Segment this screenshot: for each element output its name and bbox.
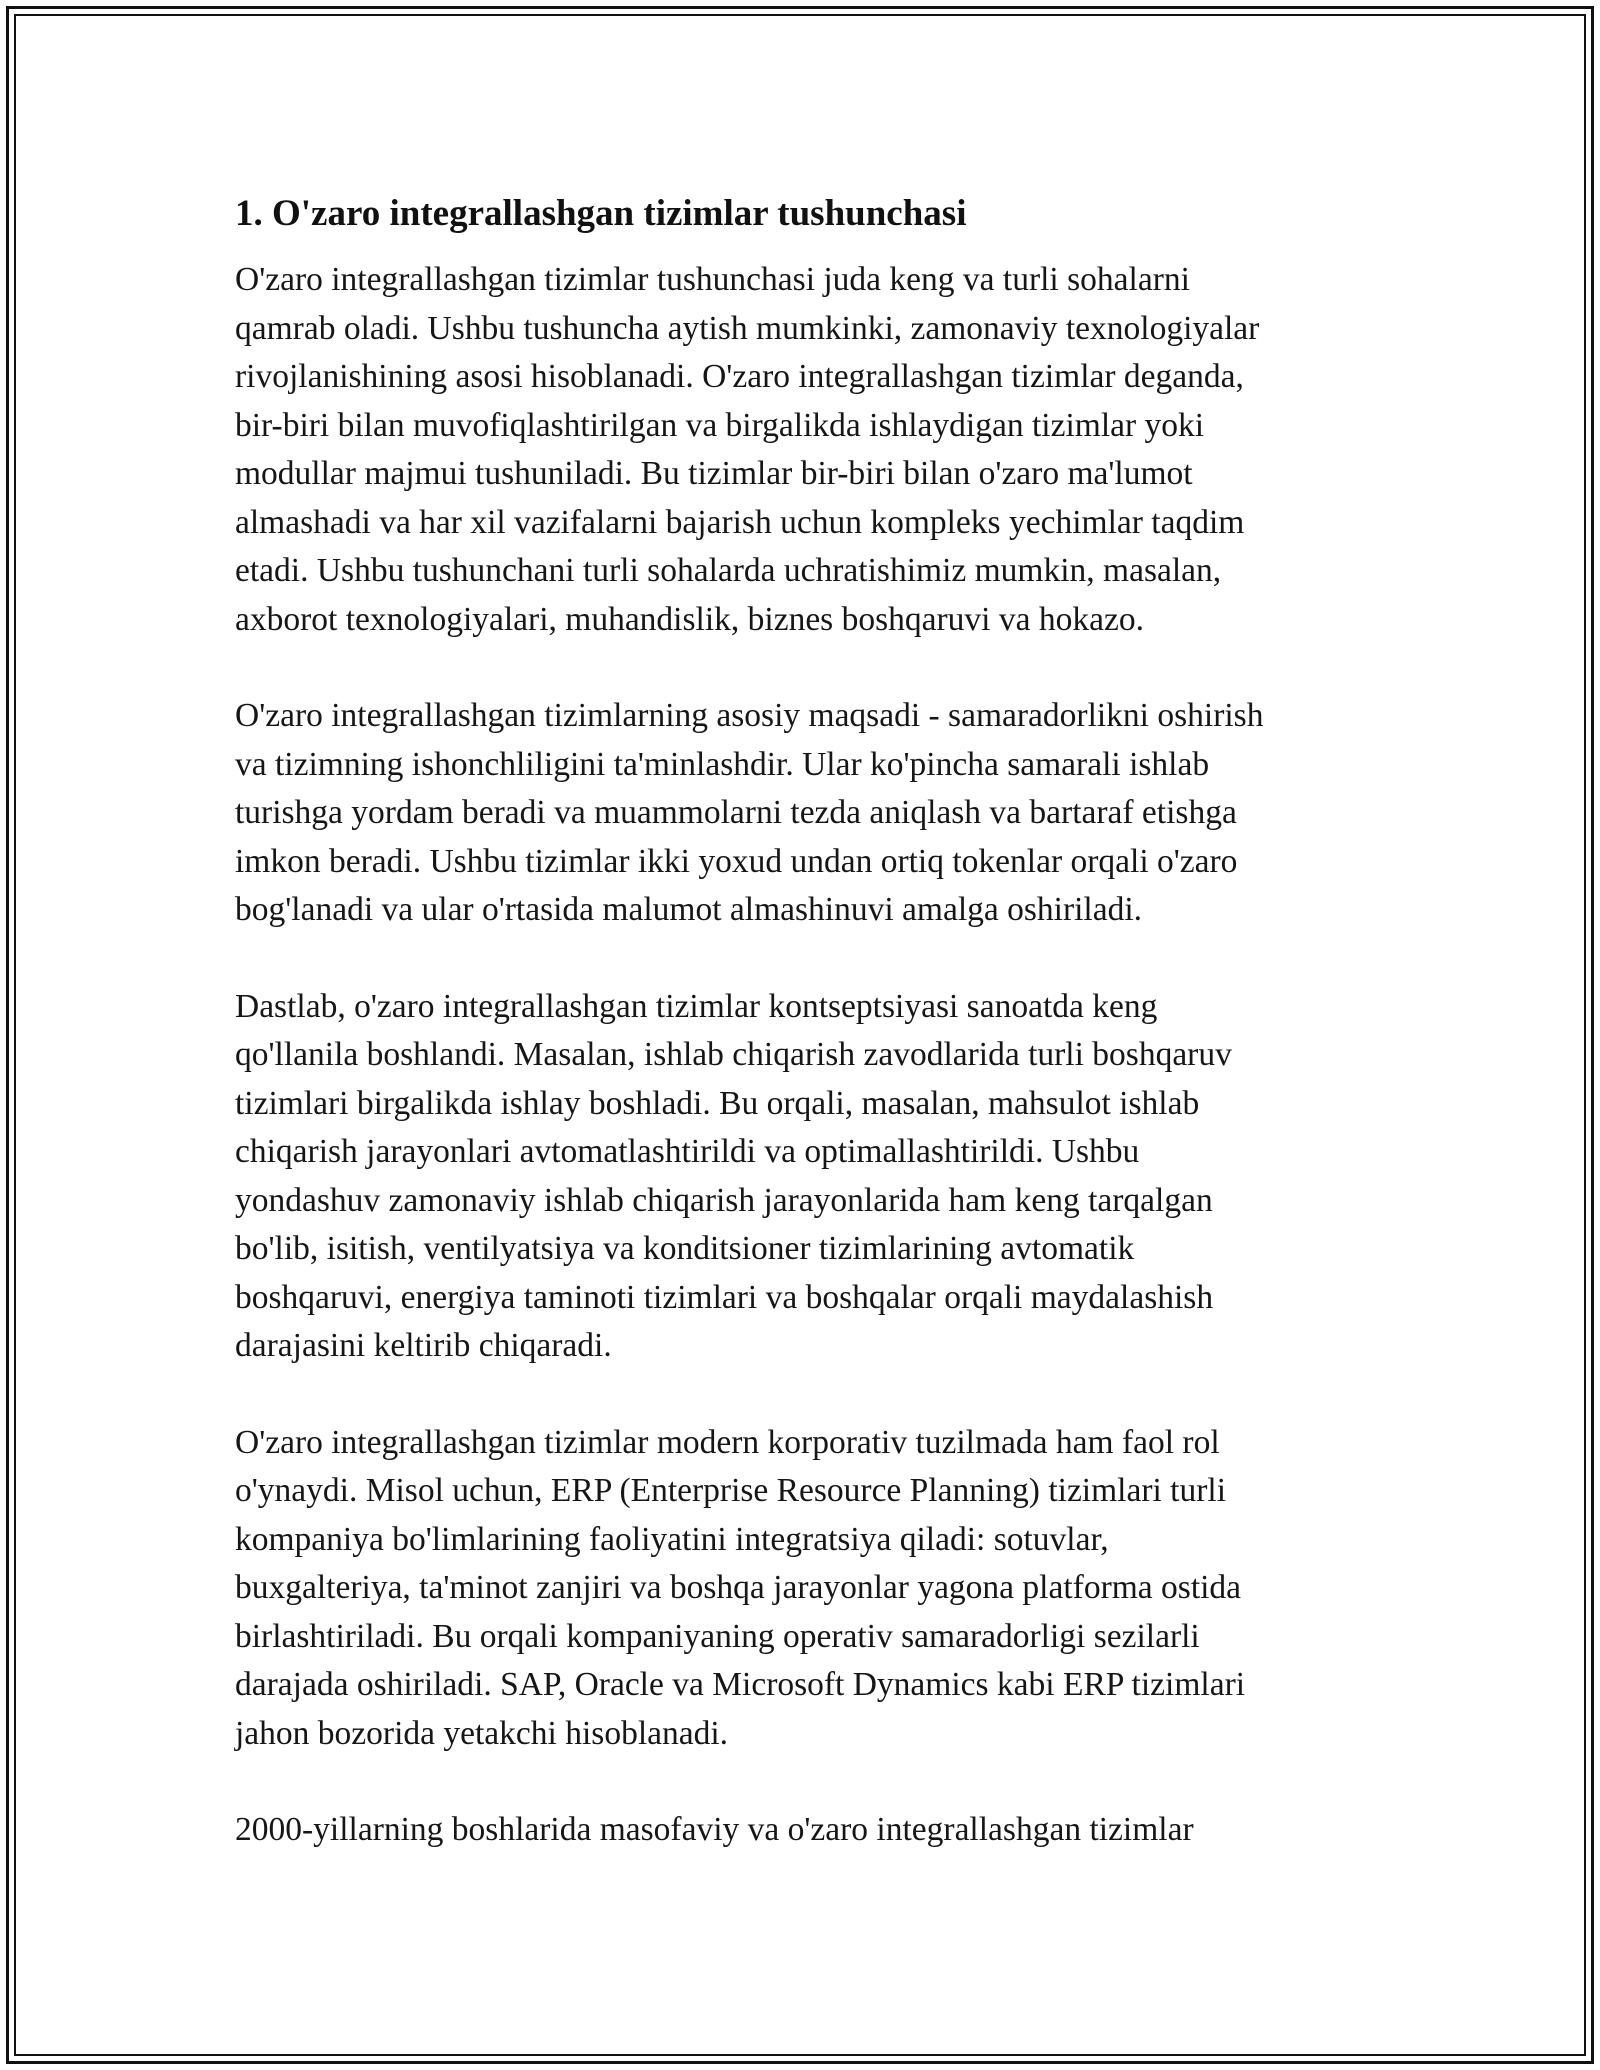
paragraph <box>235 692 1365 935</box>
text-line: etadi. Ushbu tushunchani turli sohalarda uchratishimiz mumkin, masalan, <box>235 552 1222 589</box>
text-line: axborot texnologiyalari, muhandislik, biznes boshqaruvi va hokazo. <box>235 600 1144 638</box>
paragraph <box>235 256 1365 644</box>
text-line: buxgalteriya, ta'minot zanjiri va boshqa jarayonlar yagona platforma ostida <box>235 1569 1242 1606</box>
text-line: jahon bozorida yetakchi hisoblanadi. <box>235 1714 729 1752</box>
document-body <box>235 188 1365 1903</box>
text-line: rivojlanishining asosi hisoblanadi. O'zaro integrallashgan tizimlar deganda, <box>235 358 1244 395</box>
paragraph <box>235 1806 1365 1855</box>
paragraph <box>235 983 1365 1371</box>
text-line: O'zaro integrallashgan tizimlarning asosiy maqsadi - samaradorlikni oshirish <box>235 697 1264 734</box>
text-line: qamrab oladi. Ushbu tushuncha aytish mumkinki, zamonaviy texnologiyalar <box>235 309 1260 347</box>
text-line: boshqaruvi, energiya taminoti tizimlari va boshqalar orqali maydalashish <box>235 1278 1214 1316</box>
text-line: qo'llanila boshlandi. Masalan, ishlab chiqarish zavodlarida turli boshqaruv <box>235 1036 1232 1073</box>
text-line: darajada oshiriladi. SAP, Oracle va Microsoft Dynamics kabi ERP tizimlari <box>235 1666 1246 1703</box>
text-line: tizimlari birgalikda ishlay boshladi. Bu orqali, masalan, mahsulot ishlab <box>235 1084 1200 1122</box>
text-line: turishga yordam beradi va muammolarni tezda aniqlash va bartaraf etishga <box>235 794 1237 831</box>
text-line: bo'lib, isitish, ventilyatsiya va konditsioner tizimlarining avtomatik <box>235 1230 1135 1267</box>
text-line: imkon beradi. Ushbu tizimlar ikki yoxud undan ortiq tokenlar orqali o'zaro <box>235 842 1238 880</box>
text-line: o'ynaydi. Misol uchun, ERP (Enterprise Resource Planning) tizimlari turli <box>235 1472 1227 1509</box>
paragraph <box>235 1419 1365 1759</box>
text-line: kompaniya bo'limlarining faoliyatini integratsiya qiladi: sotuvlar, <box>235 1520 1109 1558</box>
text-line: O'zaro integrallashgan tizimlar tushunchasi juda keng va turli sohalarni <box>235 261 1190 298</box>
text-line: 2000-yillarning boshlarida masofaviy va o'zaro integrallashgan tizimlar <box>235 1811 1194 1848</box>
text-line: chiqarish jarayonlari avtomatlashtirildi va optimallashtirildi. Ushbu <box>235 1133 1140 1170</box>
text-line: darajasini keltirib chiqaradi. <box>235 1327 612 1364</box>
section-heading: 1. O'zaro integrallashgan tizimlar tushunchasi <box>235 193 967 234</box>
text-line: yondashuv zamonaviy ishlab chiqarish jarayonlarida ham keng tarqalgan <box>235 1181 1213 1219</box>
text-line: birlashtiriladi. Bu orqali kompaniyaning operativ samaradorligi sezilarli <box>235 1617 1200 1655</box>
text-line: Dastlab, o'zaro integrallashgan tizimlar kontseptsiyasi sanoatda keng <box>235 987 1158 1025</box>
text-line: bog'lanadi va ular o'rtasida malumot almashinuvi amalga oshiriladi. <box>235 891 1143 928</box>
text-line: va tizimning ishonchliligini ta'minlashdir. Ular ko'pincha samarali ishlab <box>235 745 1210 783</box>
text-line: almashadi va har xil vazifalarni bajarish uchun kompleks yechimlar taqdim <box>235 503 1245 541</box>
text-line: O'zaro integrallashgan tizimlar modern korporativ tuzilmada ham faol rol <box>235 1423 1220 1461</box>
text-line: modullar majmui tushuniladi. Bu tizimlar bir-biri bilan o'zaro ma'lumot <box>235 455 1193 492</box>
text-line: bir-biri bilan muvofiqlashtirilgan va birgalikda ishlaydigan tizimlar yoki <box>235 406 1205 444</box>
